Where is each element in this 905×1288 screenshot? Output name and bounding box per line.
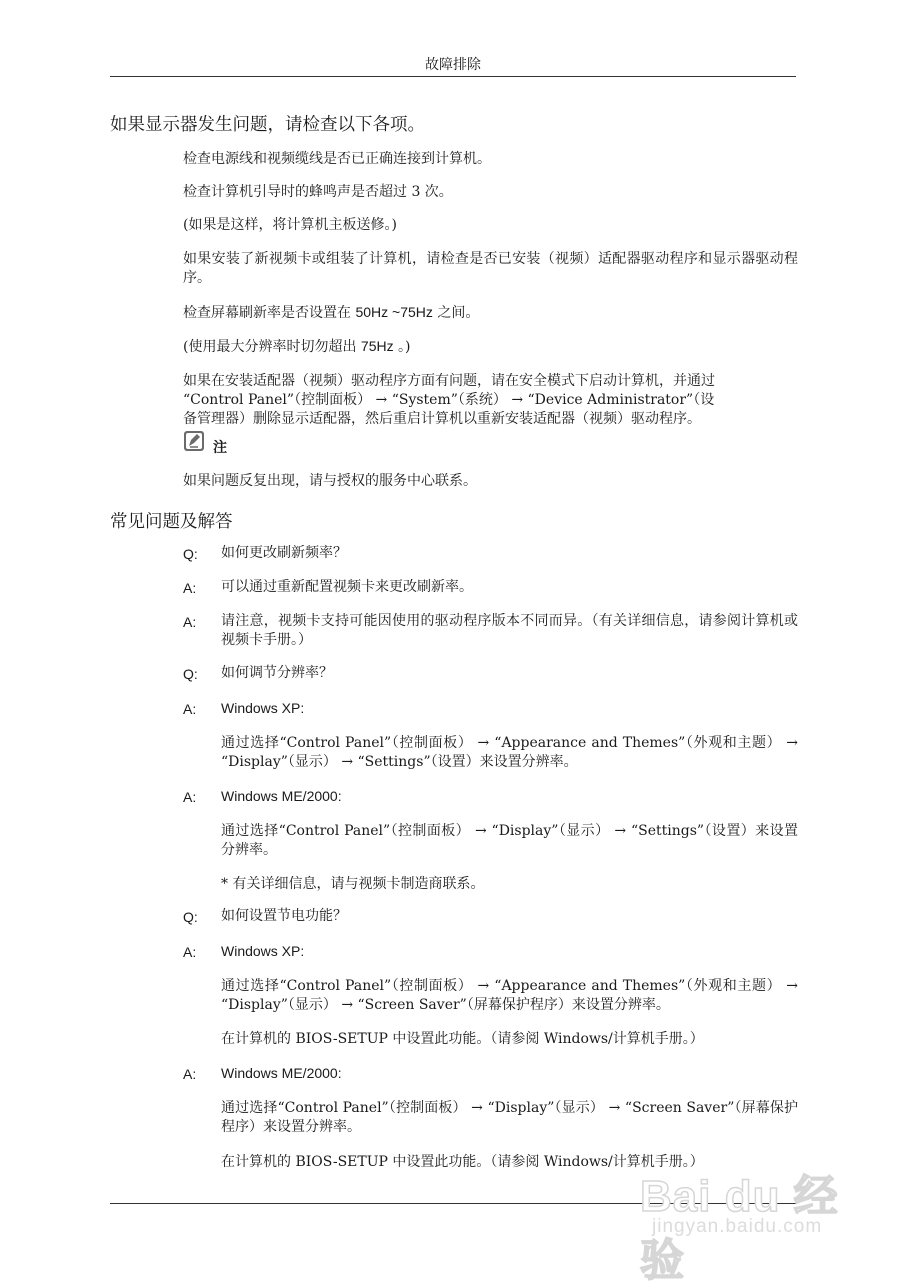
section-title-troubleshooting: 如果显示器发生问题，请检查以下各项。 [110, 115, 425, 135]
note-text: 如果问题反复出现，请与授权的服务中心联系。 [183, 473, 477, 489]
paragraph-safe-mode-1: 如果在安装适配器（视频）驱动程序方面有问题，请在安全模式下启动计算机，并通过 [183, 373, 715, 389]
q-label: Q: [183, 546, 198, 562]
paragraph-repair: (如果是这样，将计算机主板送修。) [183, 217, 397, 233]
a-label: A: [183, 614, 197, 630]
bios-note-me: 在计算机的 BIOS-SETUP 中设置此功能。（请参阅 Windows/计算机手册。） [221, 1154, 704, 1170]
paragraph-beep: 检查计算机引导时的蜂鸣声是否超过 3 次。 [183, 184, 453, 200]
paragraph-safe-mode-2: “Control Panel”（控制面板） → “System”（系统） → “Device Administrator”（设 [183, 392, 715, 408]
q-label: Q: [183, 909, 198, 925]
watermark-logo: Bai du 经验 [640, 1172, 839, 1285]
os-title-xp: Windows XP: [221, 700, 305, 716]
faq-answer-driver-note: 请注意，视频卡支持可能因使用的驱动程序版本不同而异。（有关详细信息，请参阅计算机或视频卡手册。） [221, 613, 798, 648]
paragraph-cables: 检查电源线和视频缆线是否已正确连接到计算机。 [183, 151, 491, 167]
vendor-note: * 有关详细信息，请与视频卡制造商联系。 [221, 876, 485, 892]
paragraph-refresh-range: 检查屏幕刷新率是否设置在 50Hz ~75Hz 之间。 [183, 304, 480, 321]
baidu-watermark [640, 1160, 870, 1285]
a-label: A: [183, 789, 197, 805]
note-label: 注 [213, 440, 227, 456]
faq-question-resolution: 如何调节分辨率？ [221, 665, 333, 681]
faq-question-power-saving: 如何设置节电功能？ [221, 908, 347, 924]
a-label: A: [183, 701, 197, 717]
q-label: Q: [183, 666, 198, 682]
paragraph-driver: 如果安装了新视频卡或组装了计算机，请检查是否已安装（视频）适配器驱动程序和显示器驱动程序。 [183, 251, 798, 286]
paragraph-max-refresh: (使用最大分辨率时切勿超出 75Hz 。) [183, 338, 411, 355]
header-rule [110, 76, 796, 77]
bios-note-xp: 在计算机的 BIOS-SETUP 中设置此功能。（请参阅 Windows/计算机手册。） [221, 1031, 704, 1047]
page-header: 故障排除 [425, 57, 481, 73]
a-label: A: [183, 1066, 197, 1082]
a-label: A: [183, 580, 197, 596]
section-title-faq: 常见问题及解答 [110, 512, 233, 532]
instructions-xp-resolution: 通过选择“Control Panel”（控制面板） → “Appearance and Themes”（外观和主题） → “Display”（显示） → “Settings”（设置）来设置分辨率。 [221, 735, 798, 770]
watermark-url: jingyan.baidu.com [652, 1216, 823, 1237]
instructions-me-screensaver: 通过选择“Control Panel”（控制面板） → “Display”（显示） → “Screen Saver”（屏幕保护程序）来设置分辨率。 [221, 1100, 798, 1135]
faq-question-refresh: 如何更改刷新频率？ [221, 545, 347, 561]
faq-answer-refresh: 可以通过重新配置视频卡来更改刷新率。 [221, 579, 473, 595]
instructions-xp-screensaver: 通过选择“Control Panel”（控制面板） → “Appearance and Themes”（外观和主题） → “Display”（显示） → “Screen Saver”（屏幕保护程序）来设置分辨率。 [221, 978, 798, 1013]
os-title-xp: Windows XP: [221, 943, 305, 959]
instructions-me-resolution: 通过选择“Control Panel”（控制面板） → “Display”（显示） → “Settings”（设置）来设置分辨率。 [221, 823, 798, 858]
os-title-me2000: Windows ME/2000: [221, 788, 342, 804]
note-icon [183, 430, 205, 452]
a-label: A: [183, 944, 197, 960]
paragraph-safe-mode-3: 备管理器）删除显示适配器，然后重启计算机以重新安装适配器（视频）驱动程序。 [183, 411, 701, 427]
os-title-me2000: Windows ME/2000: [221, 1065, 342, 1081]
